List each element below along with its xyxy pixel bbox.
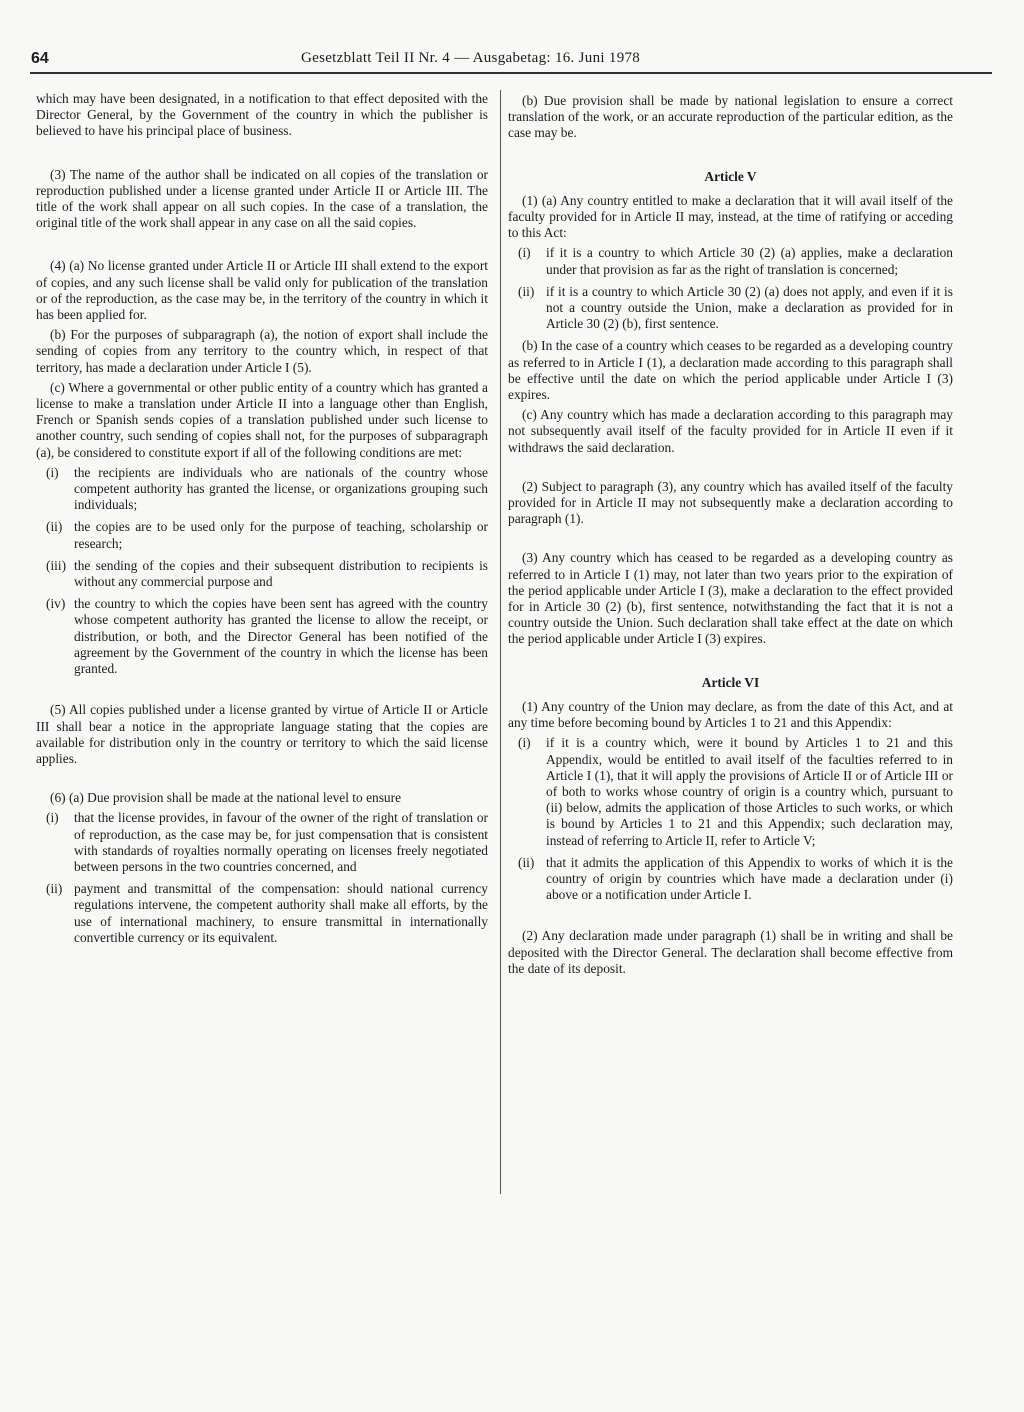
list-item: (ii) the copies are to be used only for the purpose of teaching, scholarship or research; [46,519,488,551]
list-item: (ii) that it admits the application of this Appendix to works of which it is the country of origin by countries which have made a declaration under (i) above or a notification under Article I. [518,854,953,903]
paragraph-4a: (4) (a) No license granted under Article II or Article III shall extend to the export of copies, and any such license shall be valid only for publication of the translation or of the reproduction, as the case may be, in the territory of the country in which it has been applied for. [36,258,488,323]
list-item: (i) that the license provides, in favour of the owner of the right of translation or of reproduction, as the case may be, for just compensation that is consistent with standards of royalties normally operating on licenses freely negotiated between persons in the two countries concerned, and [46,810,488,874]
paragraph-3: (3) The name of the author shall be indicated on all copies of the translation or reproduction published under a license granted under Article II or Article III. The title of the work shall appear on all such copies. In the case of a translation, the original title of the work shall appear in any case on all the said copies. [36,166,488,231]
list-item: (iii) the sending of the copies and their subsequent distribution to recipients is without any commercial purpose and [46,557,488,590]
paragraph-6b: (b) Due provision shall be made by national legislation to ensure a correct translation of the work, or an accurate reproduction of the particular edition, as the case may be. [508,93,953,141]
header-rule [30,72,992,74]
list-item: (ii) if it is a country to which Article 30 (2) (a) does not apply, and even if it is not a country outside the Union, make a declaration as provided for in Article 30 (2) (b), first sentence. [518,283,953,332]
column-divider [500,90,501,1194]
list-item: (i) if it is a country which, were it bound by Articles 1 to 21 and this Appendix, would be entitled to avail itself of the faculties referred to in Article I (1), that it will apply the provisions of Article II or of Article III or of both to works whose country of origin is a country which, pursuant to (ii) below, admits the application of those Articles to such works, or which is bound by Articles 1 to 21 and this Appendix; such declaration may, instead of referring to Article II, refer to Article V; [518,735,953,848]
article-vi-paragraph-2: (2) Any declaration made under paragraph (1) shall be in writing and shall be deposited with the Director General. The declaration shall become effective from the date of its deposit. [508,928,953,976]
article-v-paragraph-1b: (b) In the case of a country which ceases to be regarded as a developing country as referred to in Article I (1), a declaration made according to this paragraph shall be effective until the date on which the period applicable under Article I (3) expires. [508,338,953,403]
right-column [508,93,953,981]
compensation-list [36,810,488,946]
article-v-paragraph-3: (3) Any country which has ceased to be regarded as a developing country as referred to in Article I (1) may, not later than two years prior to the expiration of the period applicable under Article I (3), make a declaration to the effect provided for in Article 30 (2) (b), first sentence, notwithstanding the fact that it is not a country outside the Union. Such declaration shall take effect at the date on which the period applicable under Article I (3) expires. [508,550,953,647]
article-v-list [508,245,953,332]
gazette-header-title: Gesetzblatt Teil II Nr. 4 — Ausgabetag: 16. Juni 1978 [301,50,641,66]
paragraph-continuation: which may have been designated, in a notification to that effect deposited with the Director General, by the Government of the country in which the publisher is believed to have his principal place of business. [36,91,488,139]
article-vi-list [508,735,953,903]
list-item: (i) the recipients are individuals who are nationals of the country whose competent authority has granted the license, or organizations grouping such individuals; [46,464,488,513]
conditions-list [36,465,488,677]
page-number: 64 [31,50,49,67]
list-item: (i) if it is a country to which Article 30 (2) (a) applies, make a declaration under that provision as far as the right of translation is concerned; [518,245,953,277]
article-vi-paragraph-1: (1) Any country of the Union may declare, as from the date of this Act, and at any time before becoming bound by Articles 1 to 21 and this Appendix: [508,698,953,731]
article-v-heading: Article V [704,168,757,184]
article-v-paragraph-1a: (1) (a) Any country entitled to make a declaration that it will avail itself of the faculty provided for in Article II may, instead, at the time of ratifying or acceding to this Act: [508,192,953,241]
list-item: (iv) the country to which the copies have been sent has agreed with the country whose competent authority has granted the license to allow the receipt, or distribution, or both, and the Director General has been notified of the agreement by the Government of the country in which the license has been granted. [46,596,488,677]
paragraph-4b: (b) For the purposes of subparagraph (a), the notion of export shall include the sending of copies from any territory to the country which, in respect of that territory, has made a declaration under Article I (5). [36,327,488,375]
paragraph-5: (5) All copies published under a license granted by virtue of Article II or Article III shall bear a notice in the appropriate language stating that the copies are available for distribution only in the country or territory to which the said license applies. [36,702,488,766]
article-v-paragraph-1c: (c) Any country which has made a declaration according to this paragraph may not subsequently avail itself of the faculty provided for in Article II even if it withdraws the said declaration. [508,407,953,455]
paragraph-6a: (6) (a) Due provision shall be made at the national level to ensure [50,790,402,806]
left-column [36,91,488,952]
page-header [31,50,991,72]
paragraph-4c: (c) Where a governmental or other public entity of a country which has granted a license to make a translation under Article II into a language other than English, French or Spanish sends copies of a translation published under such license to another country, such sending of copies shall not, for the purposes of subparagraph (a), be considered to constitute export if all of the following conditions are met: [36,379,488,460]
article-v-paragraph-2: (2) Subject to paragraph (3), any country which has availed itself of the faculty provided for in Article II may not subsequently make a declaration according to paragraph (1). [508,478,953,527]
list-item: (ii) payment and transmittal of the compensation: should national currency regulations intervene, the competent authority shall make all efforts, by the use of international machinery, to ensure transmittal in internationally convertible currency or its equivalent. [46,881,488,945]
article-vi-heading: Article VI [701,674,760,690]
